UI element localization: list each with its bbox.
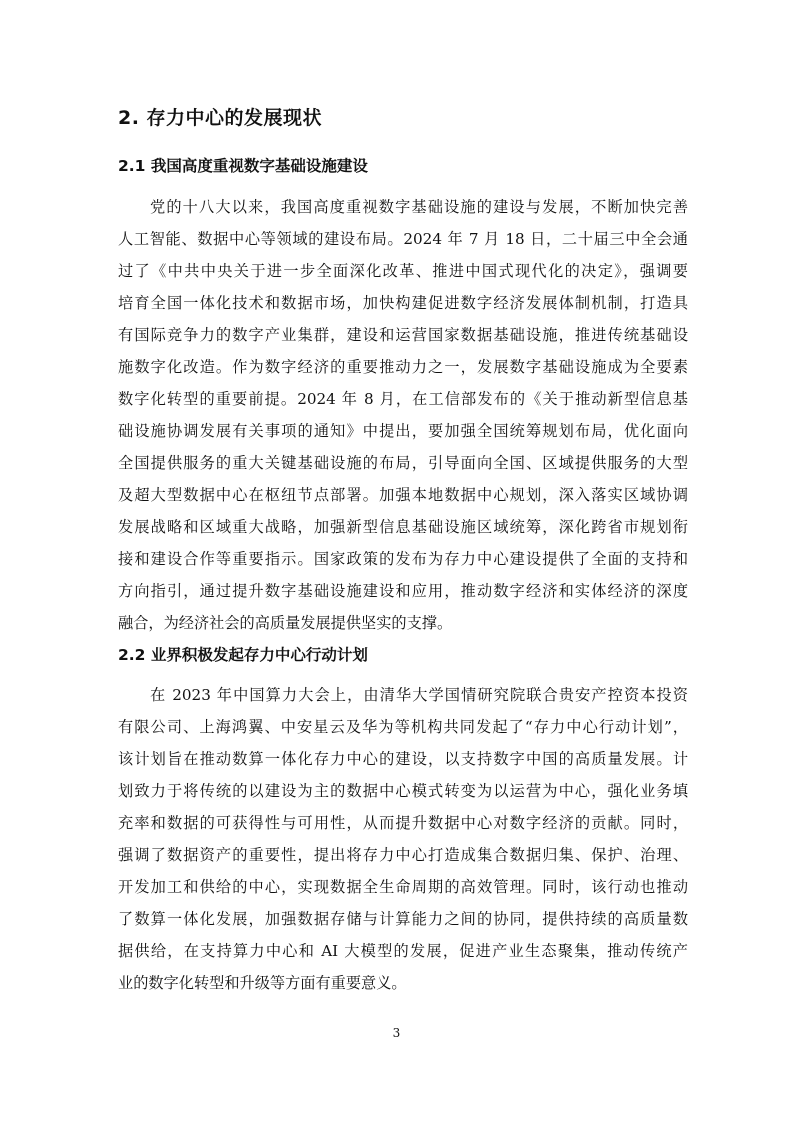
text-line: 施数字化改造。作为数字经济的重要推动力之一，发展数字基础设施成为全要素 (118, 358, 688, 376)
text-line: 接和建设合作等重要指示。国家政策的发布为存力中心建设提供了全面的支持和 (118, 550, 688, 568)
text-line: 充率和数据的可获得性与可用性，从而提升数据中心对数字经济的贡献。同时， (118, 814, 688, 832)
text-line: 据供给，在支持算力中心和 AI 大模型的发展，促进产业生态聚集，推动传统产 (118, 942, 688, 960)
paragraph-2-2 (118, 679, 688, 999)
subsection-heading-2-2: 2.2 业界积极发起存力中心行动计划 (118, 646, 368, 664)
text-line: 有限公司、上海鸿翼、中安星云及华为等机构共同发起了“存力中心行动计划”， (118, 718, 688, 736)
text-line: 业的数字化转型和升级等方面有重要意义。 (118, 974, 407, 992)
text-line: 数字化转型的重要前提。2024 年 8 月，在工信部发布的《关于推动新型信息基 (118, 390, 688, 408)
text-line: 发展战略和区域重大战略，加强新型信息基础设施区域统筹，深化跨省市规划衔 (118, 518, 688, 536)
paragraph-2-1 (118, 191, 688, 639)
text-line: 该计划旨在推动数算一体化存力中心的建设，以支持数字中国的高质量发展。计 (118, 750, 688, 768)
text-line: 础设施协调发展有关事项的通知》中提出，要加强全国统筹规划布局，优化面向 (118, 422, 688, 440)
text-line: 开发加工和供给的中心，实现数据全生命周期的高效管理。同时，该行动也推动 (118, 878, 688, 896)
text-line: 人工智能、数据中心等领域的建设布局。2024 年 7 月 18 日，二十届三中全会通 (118, 230, 688, 248)
text-line: 过了《中共中央关于进一步全面深化改革、推进中国式现代化的决定》，强调要 (118, 262, 688, 280)
text-line: 强调了数据资产的重要性，提出将存力中心打造成集合数据归集、保护、治理、 (118, 846, 688, 864)
text-line: 培育全国一体化技术和数据市场，加快构建促进数字经济发展体制机制，打造具 (118, 294, 688, 312)
subsection-heading-2-1: 2.1 我国高度重视数字基础设施建设 (118, 157, 368, 175)
text-line: 方向指引，通过提升数字基础设施建设和应用，推动数字经济和实体经济的深度 (118, 582, 688, 600)
section-heading: 2. 存力中心的发展现状 (118, 107, 323, 129)
text-line: 在 2023 年中国算力大会上，由清华大学国情研究院联合贵安产控资本投资 (150, 686, 688, 704)
text-line: 融合，为经济社会的高质量发展提供坚实的支撑。 (118, 614, 453, 632)
text-line: 及超大型数据中心在枢纽节点部署。加强本地数据中心规划，深入落实区域协调 (118, 486, 688, 504)
text-line: 党的十八大以来，我国高度重视数字基础设施的建设与发展，不断加快完善 (150, 198, 688, 216)
text-line: 有国际竞争力的数字产业集群，建设和运营国家数据基础设施，推进传统基础设 (118, 326, 688, 344)
text-line: 划致力于将传统的以建设为主的数据中心模式转变为以运营为中心，强化业务填 (118, 782, 688, 800)
page-number: 3 (392, 1026, 401, 1040)
text-line: 了数算一体化发展，加强数据存储与计算能力之间的协同，提供持续的高质量数 (118, 910, 688, 928)
text-line: 全国提供服务的重大关键基础设施的布局，引导面向全国、区域提供服务的大型 (118, 454, 688, 472)
